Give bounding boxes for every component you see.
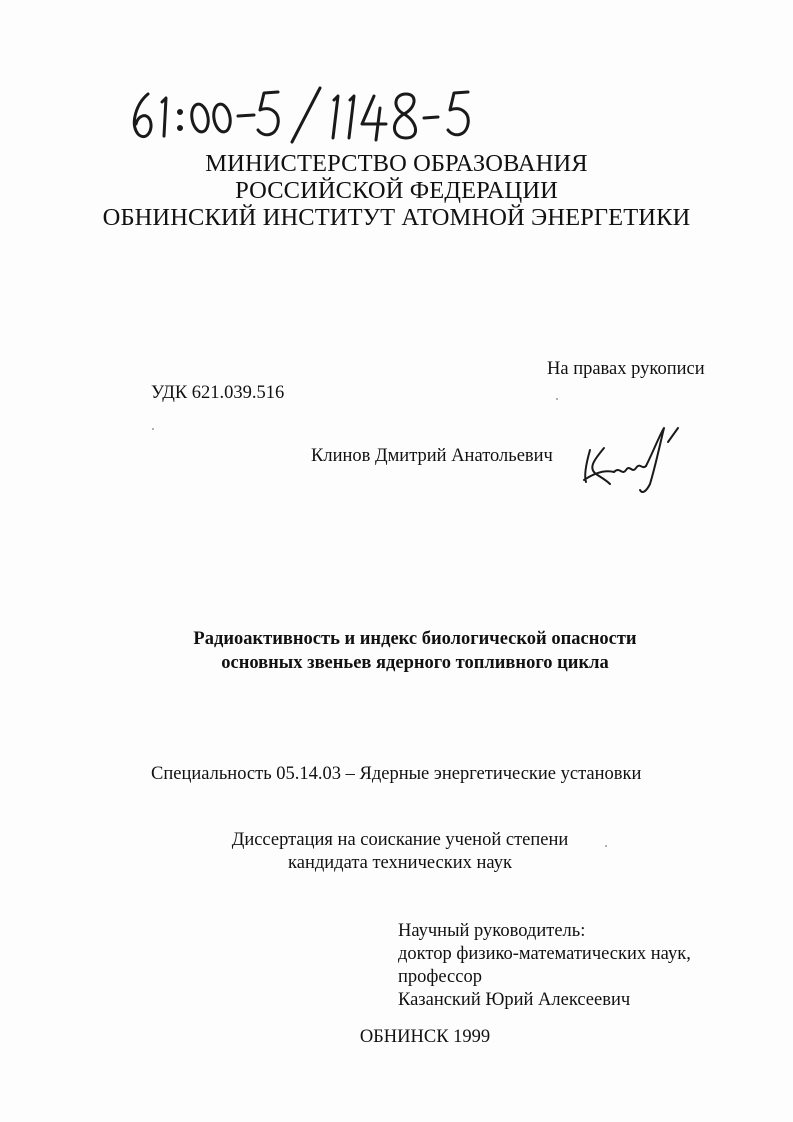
author-name: Клинов Дмитрий Анатольевич [311, 446, 553, 466]
ministry-header [0, 150, 793, 231]
ministry-line-2: РОССИЙСКОЙ ФЕДЕРАЦИИ [235, 177, 558, 204]
scan-speck [605, 845, 607, 847]
scan-speck [556, 398, 558, 400]
supervisor-degree: доктор физико-математических наук, [398, 944, 691, 964]
degree-statement [0, 829, 793, 875]
udk-code: УДК 621.039.516 [151, 383, 285, 403]
ministry-line-3: ОБНИНСКИЙ ИНСТИТУТ АТОМНОЙ ЭНЕРГЕТИКИ [102, 204, 691, 231]
supervisor-label: Научный руководитель: [398, 921, 586, 941]
author-signature [576, 420, 686, 500]
supervisor-rank: профессор [398, 967, 482, 987]
title-line-1: Радиоактивность и индекс биологической опасности [193, 629, 637, 649]
scan-speck [152, 428, 154, 430]
supervisor-block [398, 920, 691, 1012]
rights-note: На правах рукописи [547, 359, 705, 379]
handwritten-archive-code [128, 84, 488, 144]
dissertation-title [0, 627, 793, 675]
ministry-line-1: МИНИСТЕРСТВО ОБРАЗОВАНИЯ [205, 150, 588, 177]
title-line-2: основных звеньев ядерного топливного цикла [221, 653, 609, 673]
degree-line-2: кандидата технических наук [288, 853, 512, 873]
degree-line-1: Диссертация на соискание ученой степени [231, 830, 569, 850]
handwritten-archive-code-drawing [128, 84, 488, 144]
supervisor-name: Казанский Юрий Алексеевич [398, 990, 631, 1010]
signature-drawing [576, 420, 686, 500]
specialty-line: Специальность 05.14.03 – Ядерные энергетические установки [151, 764, 642, 784]
city-year: ОБНИНСК 1999 [359, 1027, 491, 1047]
